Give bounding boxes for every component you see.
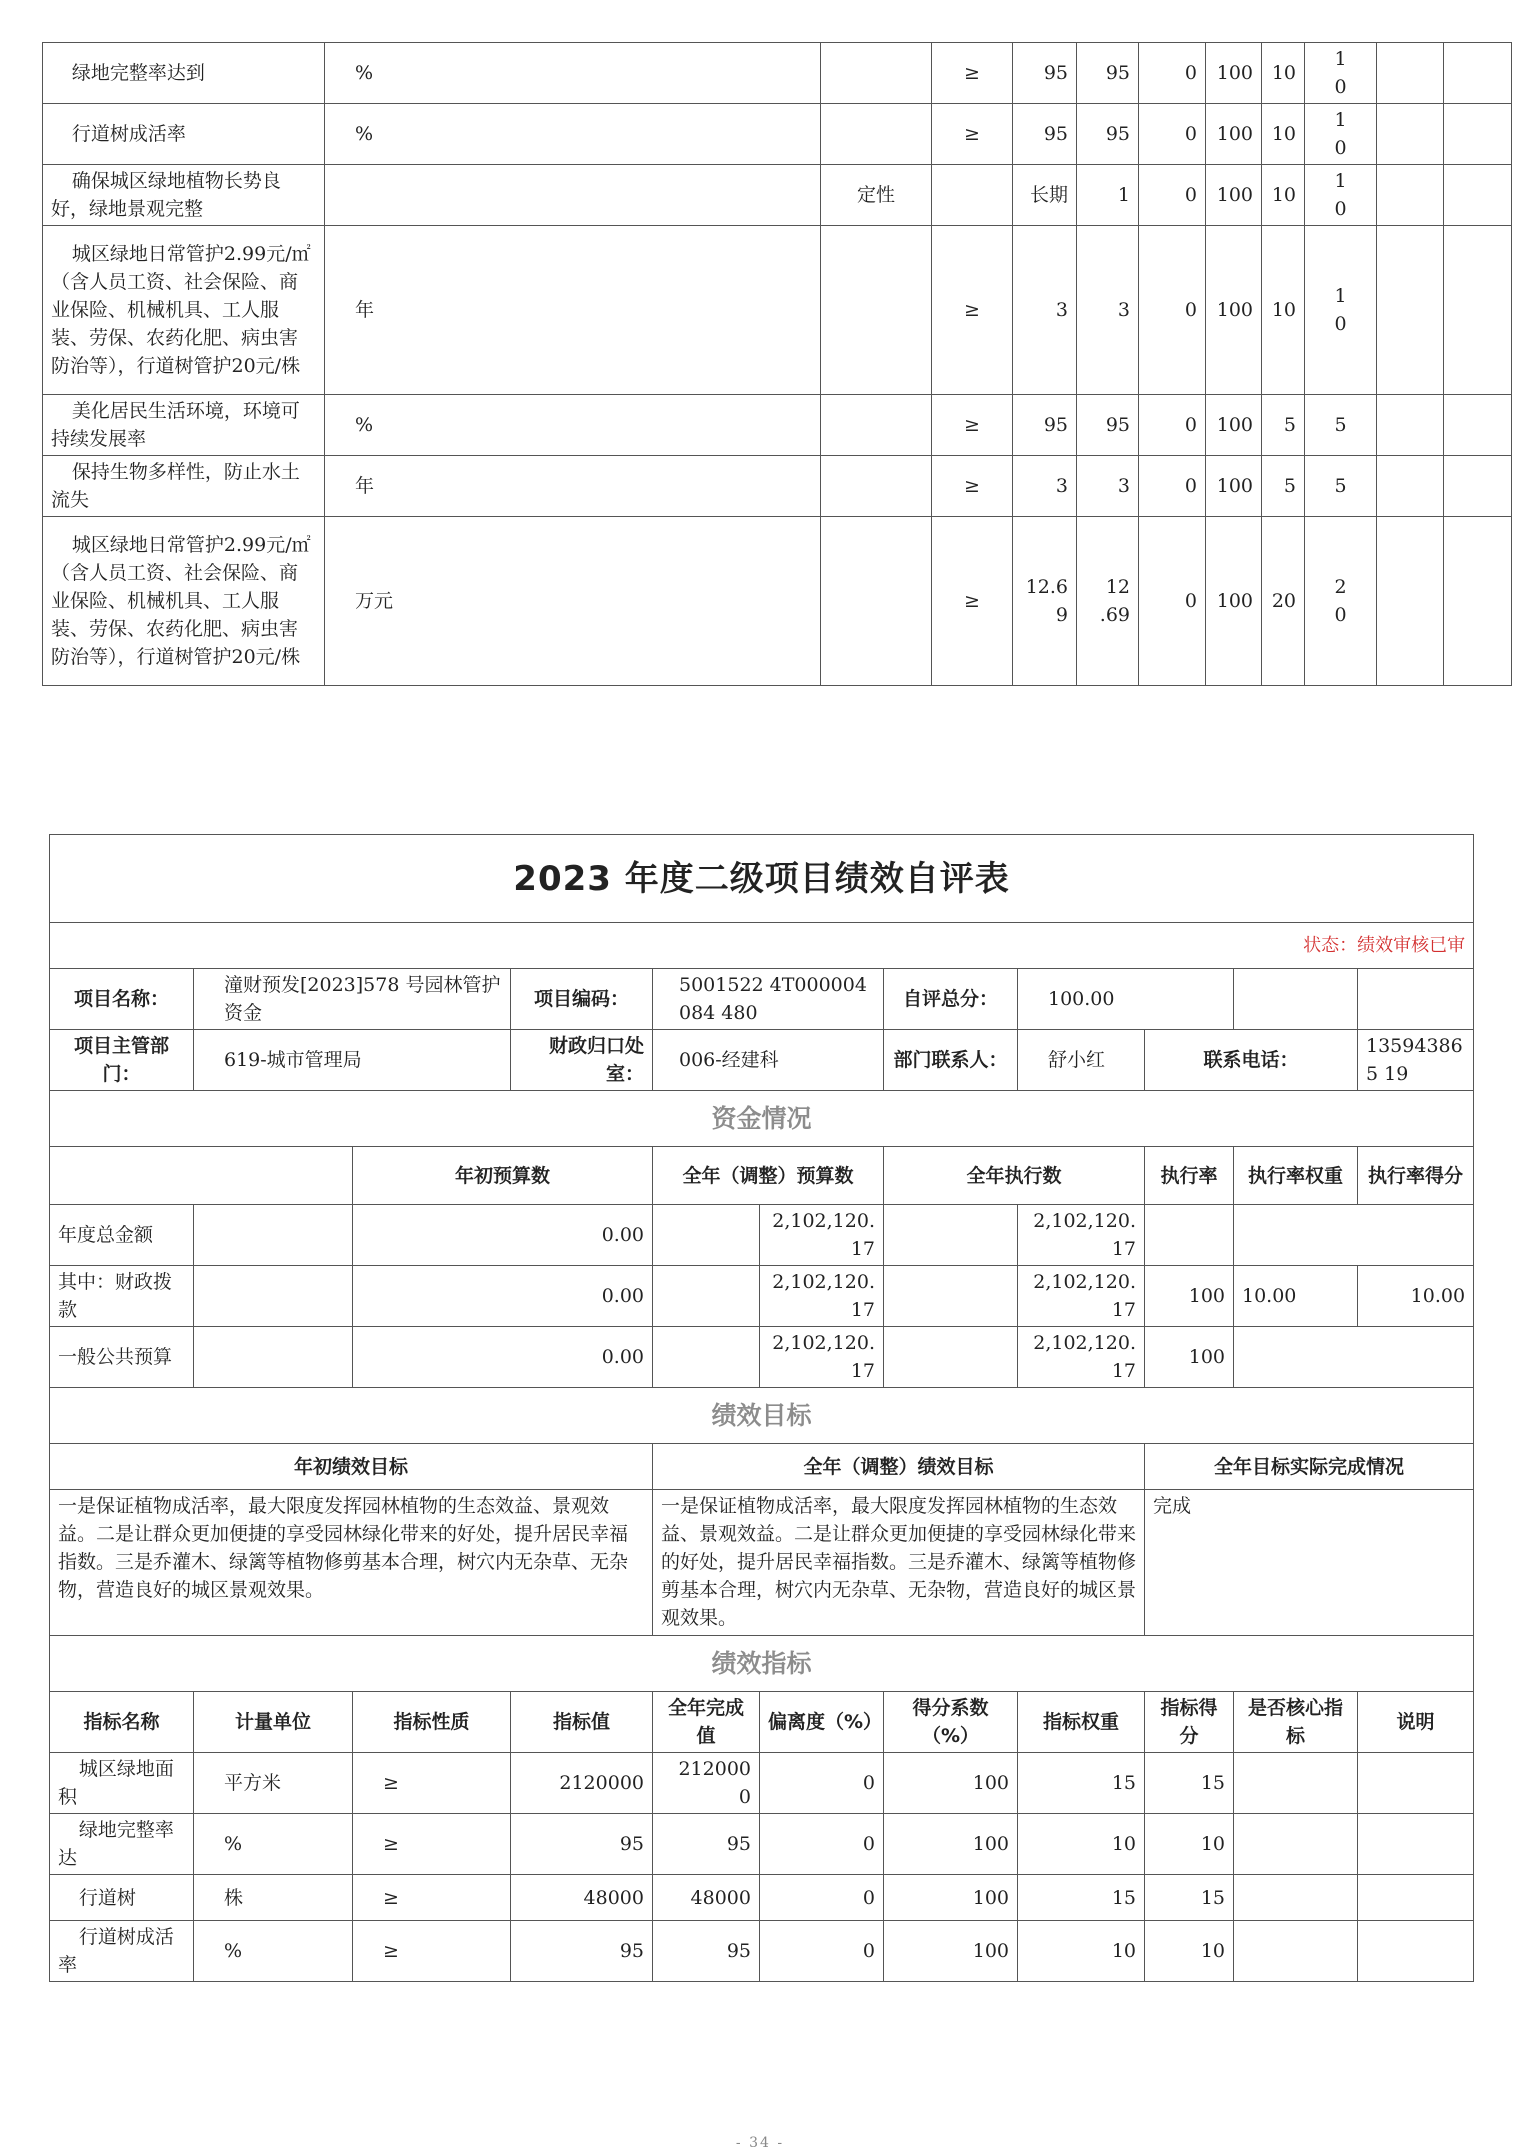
empty-cell — [50, 1147, 353, 1205]
indicator-core — [1234, 1814, 1358, 1875]
indicator-weight: 10 — [1018, 1921, 1145, 1982]
table-row — [43, 104, 1512, 165]
indicator-target: 95 — [1013, 395, 1077, 456]
indicator-actual: 95 — [1077, 395, 1139, 456]
col-initial-budget: 年初预算数 — [353, 1147, 653, 1205]
indicator-deviation: 0 — [760, 1814, 884, 1875]
indicator-operator: ≥ — [353, 1753, 511, 1814]
indicator-unit: 平方米 — [194, 1753, 353, 1814]
indicator-nature: 定性 — [821, 165, 932, 226]
indicator-operator: ≥ — [353, 1875, 511, 1921]
indicator-score: 1 0 — [1305, 226, 1377, 395]
indicator-operator: ≥ — [932, 395, 1013, 456]
indicator-name: 城区绿地日常管护2.99元/㎡（含人员工资、社会保险、商业保险、机械机具、工人服装、劳保、农药化肥、病虫害防治等），行道树管护20元/株 — [43, 517, 325, 686]
empty-cell — [194, 1205, 353, 1266]
finance-office-label: 财政归口处室： — [511, 1030, 653, 1091]
indicator-target: 长期 — [1013, 165, 1077, 226]
indicator-note — [1444, 226, 1512, 395]
fund-initial-budget: 0.00 — [353, 1327, 653, 1388]
indicator-target: 3 — [1013, 456, 1077, 517]
indicator-weight: 15 — [1018, 1753, 1145, 1814]
indicator-score: 1 0 — [1305, 104, 1377, 165]
indicator-name: 行道树 — [50, 1875, 194, 1921]
section-indicators-heading: 绩效指标 — [50, 1636, 1474, 1692]
table-row — [43, 395, 1512, 456]
fund-executed: 2,102,120. 17 — [1018, 1205, 1145, 1266]
indicator-unit — [325, 165, 821, 226]
empty-cell — [884, 1205, 1018, 1266]
fund-row-label: 其中：财政拨款 — [50, 1266, 194, 1327]
ind-col-nature: 指标性质 — [353, 1692, 511, 1753]
indicator-operator: ≥ — [932, 456, 1013, 517]
ind-col-actual: 全年完成值 — [653, 1692, 760, 1753]
section-goals-heading: 绩效目标 — [50, 1388, 1474, 1444]
indicator-note — [1358, 1814, 1474, 1875]
table-row — [43, 456, 1512, 517]
continuation-table-body — [43, 43, 1512, 686]
fund-executed: 2,102,120. 17 — [1018, 1327, 1145, 1388]
fund-exec-weight — [1234, 1205, 1474, 1266]
project-code-label: 项目编码： — [511, 969, 653, 1030]
ind-col-coefficient: 得分系数（%） — [884, 1692, 1018, 1753]
table-row — [50, 1753, 1474, 1814]
empty-cell — [1234, 969, 1358, 1030]
indicator-actual: 95 — [1077, 104, 1139, 165]
ind-col-name: 指标名称 — [50, 1692, 194, 1753]
indicator-actual: 3 — [1077, 226, 1139, 395]
fund-exec-weight: 10.00 — [1234, 1266, 1358, 1327]
phone-value: 135943865 19 — [1358, 1030, 1474, 1091]
contact-label: 部门联系人： — [884, 1030, 1018, 1091]
indicator-weight: 5 — [1262, 395, 1305, 456]
indicator-score: 15 — [1145, 1753, 1234, 1814]
indicator-unit: 年 — [325, 226, 821, 395]
self-score-value: 100.00 — [1018, 969, 1234, 1030]
fund-exec-rate — [1145, 1205, 1234, 1266]
contact-value: 舒小红 — [1018, 1030, 1145, 1091]
indicator-unit: % — [325, 395, 821, 456]
table-row — [50, 1921, 1474, 1982]
fund-exec-score: 10.00 — [1358, 1266, 1474, 1327]
indicator-weight: 10 — [1262, 165, 1305, 226]
empty-cell — [1358, 969, 1474, 1030]
indicator-deviation: 0 — [1139, 226, 1206, 395]
goals-actual-header: 全年目标实际完成情况 — [1145, 1444, 1474, 1490]
indicator-score: 5 — [1305, 395, 1377, 456]
goals-adjusted-text: 一是保证植物成活率，最大限度发挥园林植物的生态效益、景观效益。二是让群众更加便捷的享受园林绿化带来的好处，提升居民幸福指数。三是乔灌木、绿篱等植物修剪基本合理，树穴内无杂草、无杂物，营造良好的城区景观效果。 — [653, 1490, 1145, 1636]
indicator-weight: 10 — [1262, 43, 1305, 104]
indicator-name: 行道树成活率 — [50, 1921, 194, 1982]
table-row — [50, 1205, 1474, 1266]
col-exec-score: 执行率得分 — [1358, 1147, 1474, 1205]
indicator-score: 5 — [1305, 456, 1377, 517]
empty-cell — [653, 1327, 760, 1388]
indicator-deviation: 0 — [760, 1921, 884, 1982]
empty-cell — [884, 1327, 1018, 1388]
page-number: - 34 - — [735, 2135, 785, 2151]
indicator-coefficient: 100 — [1206, 395, 1262, 456]
indicator-deviation: 0 — [1139, 395, 1206, 456]
indicator-core — [1377, 395, 1444, 456]
indicator-core — [1234, 1921, 1358, 1982]
col-executed: 全年执行数 — [884, 1147, 1145, 1205]
finance-office-value: 006-经建科 — [653, 1030, 884, 1091]
indicator-actual: 3 — [1077, 456, 1139, 517]
self-score-label: 自评总分： — [884, 969, 1018, 1030]
indicators-table-body — [50, 1753, 1474, 1982]
indicator-deviation: 0 — [760, 1753, 884, 1814]
self-evaluation-form — [49, 834, 1474, 1982]
indicator-target: 48000 — [511, 1875, 653, 1921]
indicator-note — [1444, 395, 1512, 456]
indicator-nature — [821, 43, 932, 104]
fund-initial-budget: 0.00 — [353, 1205, 653, 1266]
ind-col-deviation: 偏离度（%） — [760, 1692, 884, 1753]
indicator-name: 城区绿地面积 — [50, 1753, 194, 1814]
indicator-core — [1377, 226, 1444, 395]
indicator-name: 行道树成活率 — [43, 104, 325, 165]
indicator-deviation: 0 — [1139, 517, 1206, 686]
section-funds-heading: 资金情况 — [50, 1091, 1474, 1147]
empty-cell — [884, 1266, 1018, 1327]
table-row — [43, 165, 1512, 226]
indicator-score: 10 — [1145, 1921, 1234, 1982]
fund-exec-rate: 100 — [1145, 1266, 1234, 1327]
ind-col-note: 说明 — [1358, 1692, 1474, 1753]
indicator-coefficient: 100 — [1206, 43, 1262, 104]
indicator-nature — [821, 517, 932, 686]
indicator-operator: ≥ — [932, 226, 1013, 395]
funds-table-body — [50, 1205, 1474, 1388]
ind-col-target: 指标值 — [511, 1692, 653, 1753]
indicator-name: 美化居民生活环境，环境可持续发展率 — [43, 395, 325, 456]
indicator-name: 确保城区绿地植物长势良好，绿地景观完整 — [43, 165, 325, 226]
indicator-deviation: 0 — [1139, 165, 1206, 226]
indicator-note — [1444, 104, 1512, 165]
status-badge: 状态：绩效审核已审 — [1303, 935, 1466, 956]
fund-adjusted-budget: 2,102,120. 17 — [760, 1327, 884, 1388]
indicator-coefficient: 100 — [1206, 456, 1262, 517]
fund-adjusted-budget: 2,102,120. 17 — [760, 1266, 884, 1327]
indicator-actual: 48000 — [653, 1875, 760, 1921]
indicator-weight: 10 — [1018, 1814, 1145, 1875]
indicator-operator: ≥ — [353, 1814, 511, 1875]
indicator-name: 城区绿地日常管护2.99元/㎡（含人员工资、社会保险、商业保险、机械机具、工人服装、劳保、农药化肥、病虫害防治等），行道树管护20元/株 — [43, 226, 325, 395]
goals-adjusted-header: 全年（调整）绩效目标 — [653, 1444, 1145, 1490]
indicator-deviation: 0 — [1139, 104, 1206, 165]
indicator-deviation: 0 — [760, 1875, 884, 1921]
fund-exec-weight — [1234, 1327, 1474, 1388]
indicator-actual: 12 .69 — [1077, 517, 1139, 686]
indicator-actual: 212000 0 — [653, 1753, 760, 1814]
indicator-operator: ≥ — [932, 43, 1013, 104]
indicator-actual: 95 — [653, 1814, 760, 1875]
col-exec-rate: 执行率 — [1145, 1147, 1234, 1205]
indicator-operator: ≥ — [353, 1921, 511, 1982]
indicator-operator: ≥ — [932, 517, 1013, 686]
indicator-note — [1444, 165, 1512, 226]
phone-label: 联系电话： — [1145, 1030, 1358, 1091]
indicator-coefficient: 100 — [1206, 104, 1262, 165]
indicator-coefficient: 100 — [1206, 165, 1262, 226]
indicator-core — [1377, 43, 1444, 104]
goals-actual-text: 完成 — [1145, 1490, 1474, 1636]
project-name-value: 潼财预发[2023]578 号园林管护资金 — [194, 969, 511, 1030]
dept-label: 项目主管部门： — [50, 1030, 194, 1091]
ind-col-score: 指标得分 — [1145, 1692, 1234, 1753]
indicator-coefficient: 100 — [884, 1921, 1018, 1982]
empty-cell — [194, 1266, 353, 1327]
indicator-coefficient: 100 — [884, 1814, 1018, 1875]
indicator-weight: 15 — [1018, 1875, 1145, 1921]
indicator-target: 3 — [1013, 226, 1077, 395]
indicator-score: 1 0 — [1305, 165, 1377, 226]
indicator-core — [1234, 1875, 1358, 1921]
indicator-weight: 10 — [1262, 104, 1305, 165]
indicator-note — [1444, 456, 1512, 517]
table-row — [50, 1875, 1474, 1921]
indicator-target: 12.6 9 — [1013, 517, 1077, 686]
indicator-note — [1444, 517, 1512, 686]
fund-row-label: 一般公共预算 — [50, 1327, 194, 1388]
indicator-target: 2120000 — [511, 1753, 653, 1814]
indicator-coefficient: 100 — [1206, 517, 1262, 686]
indicator-note — [1444, 43, 1512, 104]
project-code-value: 5001522 4T000004084 480 — [653, 969, 884, 1030]
indicator-nature — [821, 104, 932, 165]
indicator-nature — [821, 395, 932, 456]
empty-cell — [653, 1205, 760, 1266]
indicator-operator — [932, 165, 1013, 226]
indicator-coefficient: 100 — [884, 1875, 1018, 1921]
goals-initial-header: 年初绩效目标 — [50, 1444, 653, 1490]
indicator-name: 绿地完整率达 — [50, 1814, 194, 1875]
indicator-unit: % — [325, 104, 821, 165]
indicator-unit: % — [325, 43, 821, 104]
table-row — [43, 226, 1512, 395]
indicator-unit: 株 — [194, 1875, 353, 1921]
indicator-unit: % — [194, 1921, 353, 1982]
table-row — [50, 1266, 1474, 1327]
indicator-weight: 5 — [1262, 456, 1305, 517]
indicator-core — [1377, 104, 1444, 165]
fund-exec-rate: 100 — [1145, 1327, 1234, 1388]
indicator-core — [1377, 456, 1444, 517]
fund-row-label: 年度总金额 — [50, 1205, 194, 1266]
fund-executed: 2,102,120. 17 — [1018, 1266, 1145, 1327]
indicator-actual: 95 — [1077, 43, 1139, 104]
indicator-coefficient: 100 — [1206, 226, 1262, 395]
indicator-note — [1358, 1875, 1474, 1921]
indicator-name: 保持生物多样性，防止水土流失 — [43, 456, 325, 517]
indicator-note — [1358, 1753, 1474, 1814]
indicator-score: 10 — [1145, 1814, 1234, 1875]
indicator-weight: 10 — [1262, 226, 1305, 395]
col-adjusted-budget: 全年（调整）预算数 — [653, 1147, 884, 1205]
indicator-weight: 20 — [1262, 517, 1305, 686]
indicator-deviation: 0 — [1139, 43, 1206, 104]
indicator-score: 2 0 — [1305, 517, 1377, 686]
form-title: 2023 年度二级项目绩效自评表 — [50, 835, 1474, 923]
table-row — [43, 517, 1512, 686]
indicator-core — [1234, 1753, 1358, 1814]
indicator-actual: 1 — [1077, 165, 1139, 226]
indicator-unit: % — [194, 1814, 353, 1875]
ind-col-unit: 计量单位 — [194, 1692, 353, 1753]
table-row — [50, 1814, 1474, 1875]
indicator-deviation: 0 — [1139, 456, 1206, 517]
indicator-target: 95 — [511, 1814, 653, 1875]
fund-adjusted-budget: 2,102,120. 17 — [760, 1205, 884, 1266]
goals-initial-text: 一是保证植物成活率，最大限度发挥园林植物的生态效益、景观效益。二是让群众更加便捷的享受园林绿化带来的好处，提升居民幸福指数。三是乔灌木、绿篱等植物修剪基本合理，树穴内无杂草、无杂物，营造良好的城区景观效果。 — [50, 1490, 653, 1636]
indicator-score: 1 0 — [1305, 43, 1377, 104]
indicator-target: 95 — [1013, 104, 1077, 165]
indicator-target: 95 — [511, 1921, 653, 1982]
fund-initial-budget: 0.00 — [353, 1266, 653, 1327]
indicator-actual: 95 — [653, 1921, 760, 1982]
dept-value: 619-城市管理局 — [194, 1030, 511, 1091]
indicator-operator: ≥ — [932, 104, 1013, 165]
indicator-score: 15 — [1145, 1875, 1234, 1921]
indicator-note — [1358, 1921, 1474, 1982]
indicator-coefficient: 100 — [884, 1753, 1018, 1814]
indicator-unit: 万元 — [325, 517, 821, 686]
indicator-unit: 年 — [325, 456, 821, 517]
indicator-continuation-table — [42, 42, 1512, 686]
table-row — [43, 43, 1512, 104]
table-row — [50, 1327, 1474, 1388]
indicator-nature — [821, 226, 932, 395]
indicator-name: 绿地完整率达到 — [43, 43, 325, 104]
project-name-label: 项目名称： — [50, 969, 194, 1030]
ind-col-weight: 指标权重 — [1018, 1692, 1145, 1753]
indicator-core — [1377, 517, 1444, 686]
empty-cell — [194, 1327, 353, 1388]
col-exec-weight: 执行率权重 — [1234, 1147, 1358, 1205]
indicator-nature — [821, 456, 932, 517]
empty-cell — [653, 1266, 760, 1327]
indicator-target: 95 — [1013, 43, 1077, 104]
indicator-core — [1377, 165, 1444, 226]
ind-col-core: 是否核心指标 — [1234, 1692, 1358, 1753]
